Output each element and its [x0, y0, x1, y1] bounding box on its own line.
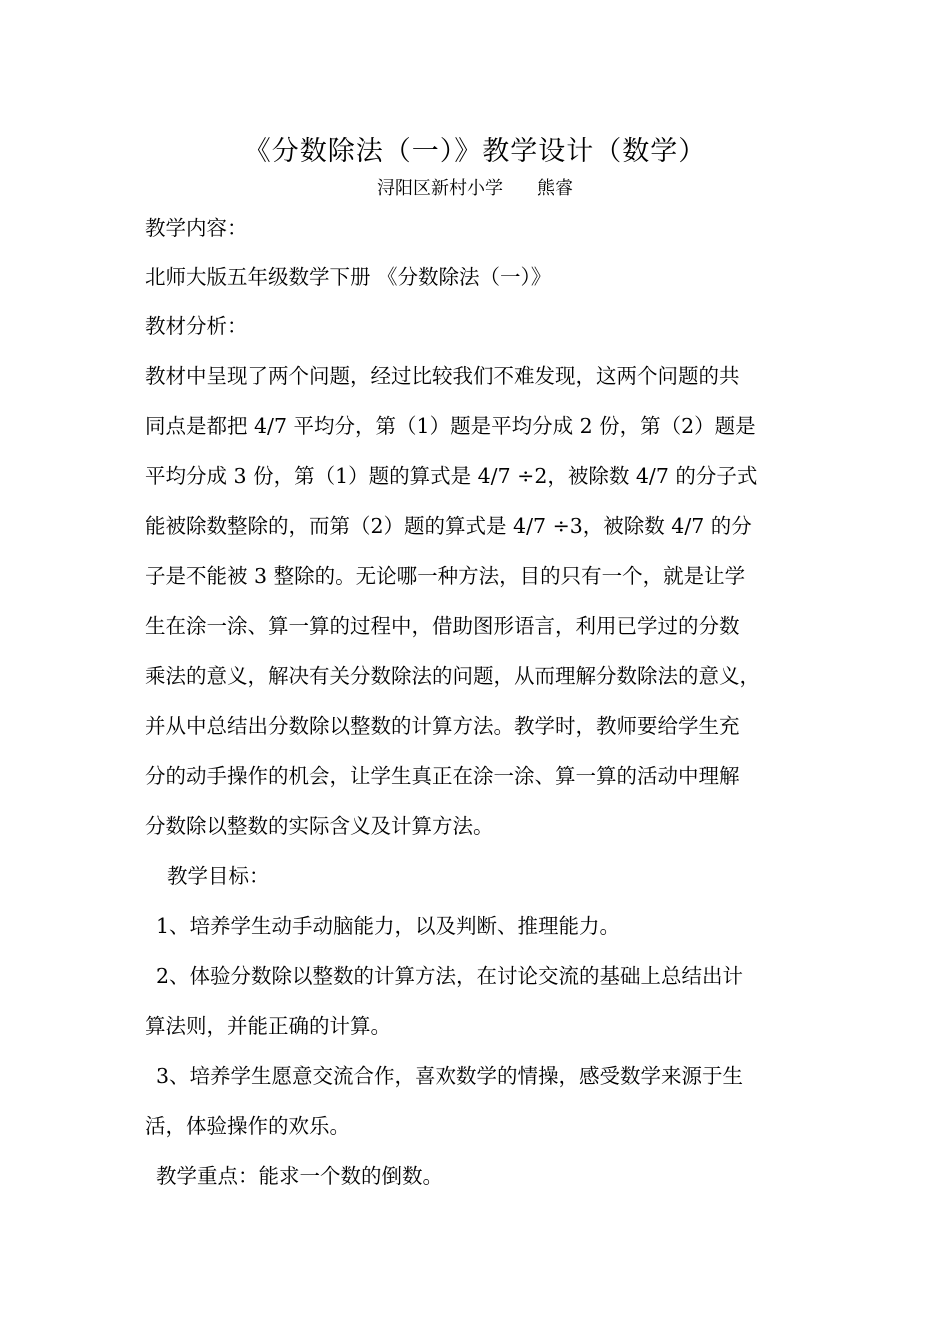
analysis-line: 平均分成 3 份，第（1）题的算式是 4/7 ÷2，被除数 4/7 的分子式 — [145, 464, 758, 488]
key-point: 教学重点：能求一个数的倒数。 — [156, 1164, 443, 1188]
goal-line: 2、体验分数除以整数的计算方法，在讨论交流的基础上总结出计 — [156, 964, 744, 988]
goal-line: 算法则，并能正确的计算。 — [145, 1014, 391, 1038]
school-name: 浔阳区新村小学 — [377, 178, 503, 199]
analysis-line: 生在涂一涂、算一算的过程中，借助图形语言，利用已学过的分数 — [145, 614, 740, 638]
content-heading: 教学内容： — [145, 216, 248, 240]
analysis-heading: 教材分析： — [145, 314, 248, 338]
document-title: 《分数除法（一）》教学设计（数学） — [243, 136, 707, 167]
goal-line: 3、培养学生愿意交流合作，喜欢数学的情操，感受数学来源于生 — [156, 1064, 744, 1088]
goal-line: 1、培养学生动手动脑能力，以及判断、推理能力。 — [156, 914, 621, 938]
document-byline — [0, 176, 950, 202]
analysis-line: 教材中呈现了两个问题，经过比较我们不难发现，这两个问题的共 — [145, 364, 740, 388]
analysis-line: 能被除数整除的，而第（2）题的算式是 4/7 ÷3，被除数 4/7 的分 — [145, 514, 752, 538]
analysis-line: 分数除以整数的实际含义及计算方法。 — [145, 814, 494, 838]
content-text: 北师大版五年级数学下册 《分数除法（一）》 — [145, 265, 552, 289]
analysis-line: 同点是都把 4/7 平均分，第（1）题是平均分成 2 份，第（2）题是 — [145, 414, 756, 438]
analysis-line: 子是不能被 3 整除的。无论哪一种方法，目的只有一个，就是让学 — [145, 564, 746, 588]
analysis-line: 分的动手操作的机会，让学生真正在涂一涂、算一算的活动中理解 — [145, 764, 740, 788]
author-name: 熊睿 — [537, 178, 573, 199]
analysis-line: 并从中总结出分数除以整数的计算方法。教学时，教师要给学生充 — [145, 714, 740, 738]
goals-heading: 教学目标： — [167, 864, 270, 888]
goal-line: 活，体验操作的欢乐。 — [145, 1114, 350, 1138]
analysis-line: 乘法的意义，解决有关分数除法的问题，从而理解分数除法的意义， — [145, 664, 760, 688]
